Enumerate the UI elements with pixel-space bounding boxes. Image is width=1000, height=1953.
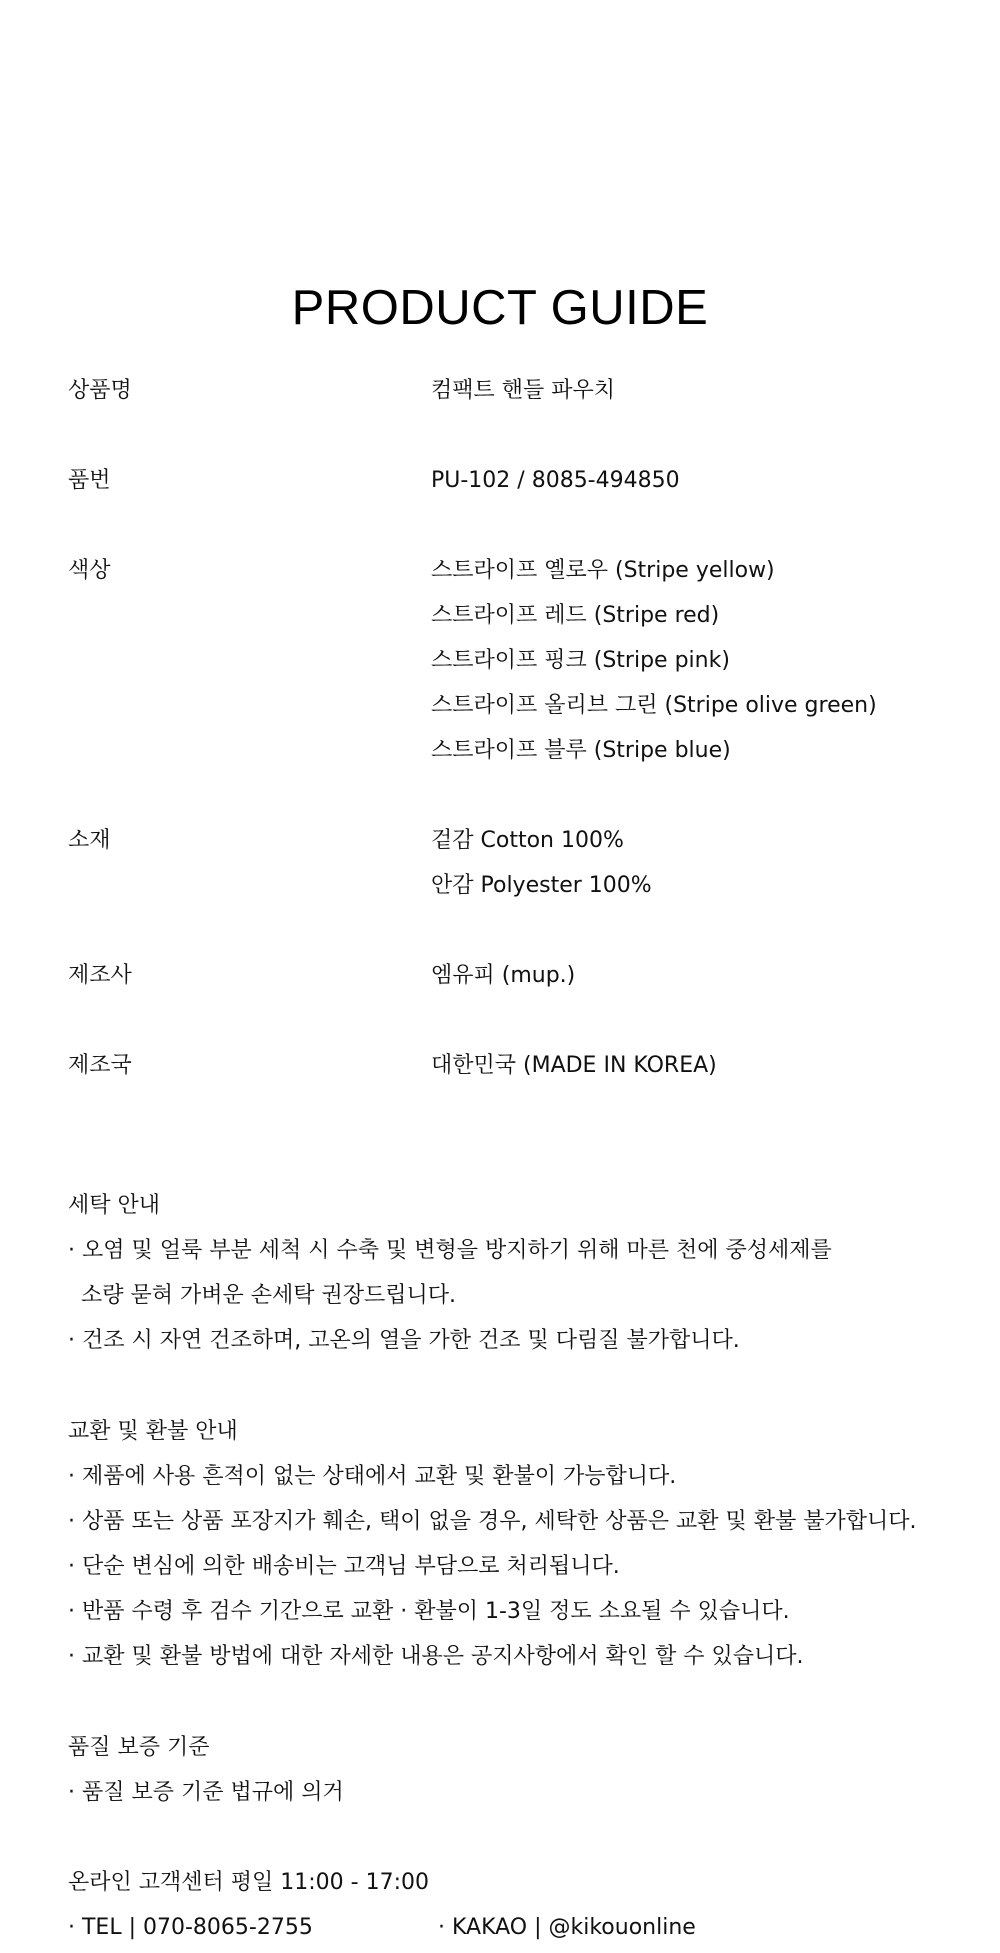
spec-label: 제조사 — [68, 963, 132, 988]
spec-values — [431, 548, 948, 773]
exchange-refund-line: · 제품에 사용 흔적이 없는 상태에서 교환 및 환불이 가능합니다. — [68, 1464, 677, 1489]
spec-value: 스트라이프 핑크 (Stripe pink) — [431, 648, 730, 673]
spec-value: 안감 Polyester 100% — [431, 873, 652, 898]
spec-label: 상품명 — [68, 378, 132, 403]
washing-guide-title: 세탁 안내 — [68, 1193, 161, 1218]
spec-label: 제조국 — [68, 1053, 132, 1078]
spec-values — [431, 818, 948, 908]
exchange-refund-line: · 교환 및 환불 방법에 대한 자세한 내용은 공지사항에서 확인 할 수 있습니다. — [68, 1644, 804, 1669]
washing-guide-section — [68, 1183, 968, 1363]
quality-guarantee-title: 품질 보증 기준 — [68, 1735, 210, 1760]
product-spec-table — [68, 368, 948, 1133]
spec-values — [431, 368, 948, 413]
spec-row-product-name — [68, 368, 948, 413]
exchange-refund-section — [68, 1409, 968, 1679]
exchange-refund-title: 교환 및 환불 안내 — [68, 1419, 238, 1444]
spec-value: 스트라이프 옐로우 (Stripe yellow) — [431, 558, 775, 583]
spec-value: 스트라이프 레드 (Stripe red) — [431, 603, 720, 628]
quality-guarantee-section — [68, 1725, 968, 1815]
spec-value: 스트라이프 블루 (Stripe blue) — [431, 738, 731, 763]
spec-label: 색상 — [68, 558, 111, 583]
spec-label: 품번 — [68, 468, 111, 493]
exchange-refund-line: · 반품 수령 후 검수 기간으로 교환 · 환불이 1-3일 정도 소요될 수 있습니다. — [68, 1599, 790, 1624]
contact-tel: · TEL | 070-8065-2755 — [68, 1915, 313, 1940]
spec-values — [431, 953, 948, 998]
spec-value: 겉감 Cotton 100% — [431, 828, 624, 853]
spec-value: 스트라이프 올리브 그린 (Stripe olive green) — [431, 693, 877, 718]
spec-value: 대한민국 (MADE IN KOREA) — [431, 1053, 717, 1078]
spec-value: 컴팩트 핸들 파우치 — [431, 378, 616, 403]
customer-center-section — [68, 1860, 968, 1950]
exchange-refund-line: · 상품 또는 상품 포장지가 훼손, 택이 없을 경우, 세탁한 상품은 교환 및 환불 불가합니다. — [68, 1509, 917, 1534]
spec-row-manufacturer — [68, 953, 948, 998]
spec-value: PU-102 / 8085-494850 — [431, 468, 680, 493]
washing-guide-line: · 오염 및 얼룩 부분 세척 시 수축 및 변형을 방지하기 위해 마른 천에 중성세제를 — [68, 1238, 832, 1263]
quality-guarantee-line: · 품질 보증 기준 법규에 의거 — [68, 1780, 344, 1805]
spec-values — [431, 1043, 948, 1088]
page-title: PRODUCT GUIDE — [291, 281, 709, 335]
spec-label: 소재 — [68, 828, 111, 853]
spec-values — [431, 458, 948, 503]
exchange-refund-line: · 단순 변심에 의한 배송비는 고객님 부담으로 처리됩니다. — [68, 1554, 620, 1579]
spec-row-material — [68, 818, 948, 908]
washing-guide-line: · 건조 시 자연 건조하며, 고온의 열을 가한 건조 및 다림질 불가합니다. — [68, 1328, 740, 1353]
spec-value: 엠유피 (mup.) — [431, 963, 576, 988]
contact-kakao: · KAKAO | @kikouonline — [438, 1915, 696, 1940]
spec-row-item-number — [68, 458, 948, 503]
spec-row-color — [68, 548, 948, 773]
washing-guide-line: 소량 묻혀 가벼운 손세탁 권장드립니다. — [81, 1283, 456, 1308]
customer-center-title: 온라인 고객센터 평일 11:00 - 17:00 — [68, 1870, 429, 1895]
contact-row — [68, 1905, 968, 1950]
spec-row-country — [68, 1043, 948, 1088]
